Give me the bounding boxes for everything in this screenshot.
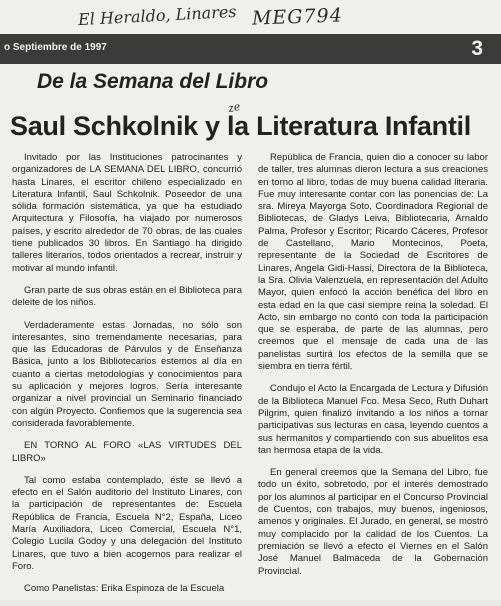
paragraph: Invitado por las Instituciones patrocinantes y organizadores de LA SEMANA DEL LIBRO, concurrió hasta Linares, el escritor chileno especializado en Literatura Infantil, Saul Schkolnik. Poseedor de una sólida formación sistemática, ya que ha estudiado Arquitectura y Filosofía, ha viajado por numerosos países, y escrito alrededor de 70 obras, de las cuales tiene publicados 30 libros. En Santiago ha dirigido talleres literarios, todos orientados a recrear, instruir y motivar al mundo infantil. <box>12 152 242 274</box>
paragraph: República de Francia, quien dio a conocer su labor de taller, tres alumnas dieron lectura a sus creaciones en torno al libro, todas de muy buena calidad literaria. Fue muy interesante contar con las ponencias de: La sra. Mireya Mayorga Soto, Coordinadora Regional de Bibliotecas, de Gladys Leiva, Bibliotecaria, Arnaldo Palma, Profesor y Escritor; Ricardo Cáceres, Profesor de Castellano, Mario Montecinos, Poeta, representante de la Sociedad de Escritores de Linares, Angela Gidi-Hassi, Directora de la Biblioteca, la Sra. Olivia Valenzuela, en representación del Adulto Mayor, quien enfocó la acción benéfica del libro en esta edad en la que casi siempre reina la soledad. El Acto, sin embargo no contó con toda la participación que se esperaba, de parte de las alumnas, pero creemos que el mensaje de cada una de las panelistas surtirá los efectos de la semilla que se siembra en tierra fértil. <box>258 152 488 373</box>
paragraph: Tal como estaba contemplado, éste se llevó a efecto en el Salón auditorio del Instituto Linares, con la participación de representantes de: Escuela República de Francia, Escuela N°2, España, Liceo María Auxiliadora, Liceo Comercial, Escuela N°1, Colegio Lucila Godoy y una delegación del Instituto Linares, que tuvo a bien acogernos para realizar el Foro. <box>12 474 242 572</box>
issue-date: o Septiembre de 1997 <box>4 42 107 53</box>
paragraph: Gran parte de sus obras están en el Biblioteca para deleite de los niños. <box>12 284 242 309</box>
subheading: EN TORNO AL FORO «LAS VIRTUDES DEL LIBRO» <box>12 440 242 464</box>
left-column <box>12 152 242 606</box>
paragraph: Condujo el Acto la Encargada de Lectura y Difusión de la Biblioteca Manuel Fco. Mesa Seco, Ruth Duhart Pilgrim, quien finalizó invitando a los niños a tornar participativas sus lecturas en casa, leyendo cuentos a sus hermanitos y compartiendo con sus abuelitos esa tan hermosa etapa de la vida. <box>258 383 488 456</box>
article-headline: Saul Schkolnik y la Literatura Infantil <box>10 111 471 141</box>
handwritten-margin-note: ze <box>226 99 242 116</box>
paragraph: Como Panelistas: Erika Espinoza de la Escuela <box>24 583 225 595</box>
right-column <box>258 152 488 588</box>
page-banner <box>0 34 501 64</box>
handwritten-archive-code: MEG794 <box>251 4 344 30</box>
page-number: 3 <box>471 37 483 60</box>
handwritten-source-note: El Heraldo, Linares <box>77 1 237 30</box>
section-kicker: De la Semana del Libro <box>37 70 269 93</box>
paragraph: Verdaderamente estas Jornadas, no sólo son interesantes, sino tremendamente necesarias, para que las Educadoras de Párvulos y de Enseñanza Básica, junto a los Bibliotecarios estemos al día en cuanto a ciertas metodologías y conocimientos para su aplicación y mejores logros. Sería interesante organizar a nivel provincial un Seminario financiado con algún Proyecto. Confiemos que la sugerencia sea considerada favorablemente. <box>12 319 242 429</box>
paragraph: En general creemos que la Semana del Libro, fue todo un éxito, sobretodo, por el interés demostrado por los alumnos al participar en el Concurso Provincial de Cuentos, con trabajos, muy buenos, ingeniosos, amenos y originales. El Jurado, en general, se mostró muy complacido por la calidad de los Cuentos. La premiación se llevó a efecto el Viernes en el Salón José Manuel Balmaceda de la Gobernación Provincial. <box>258 467 488 577</box>
